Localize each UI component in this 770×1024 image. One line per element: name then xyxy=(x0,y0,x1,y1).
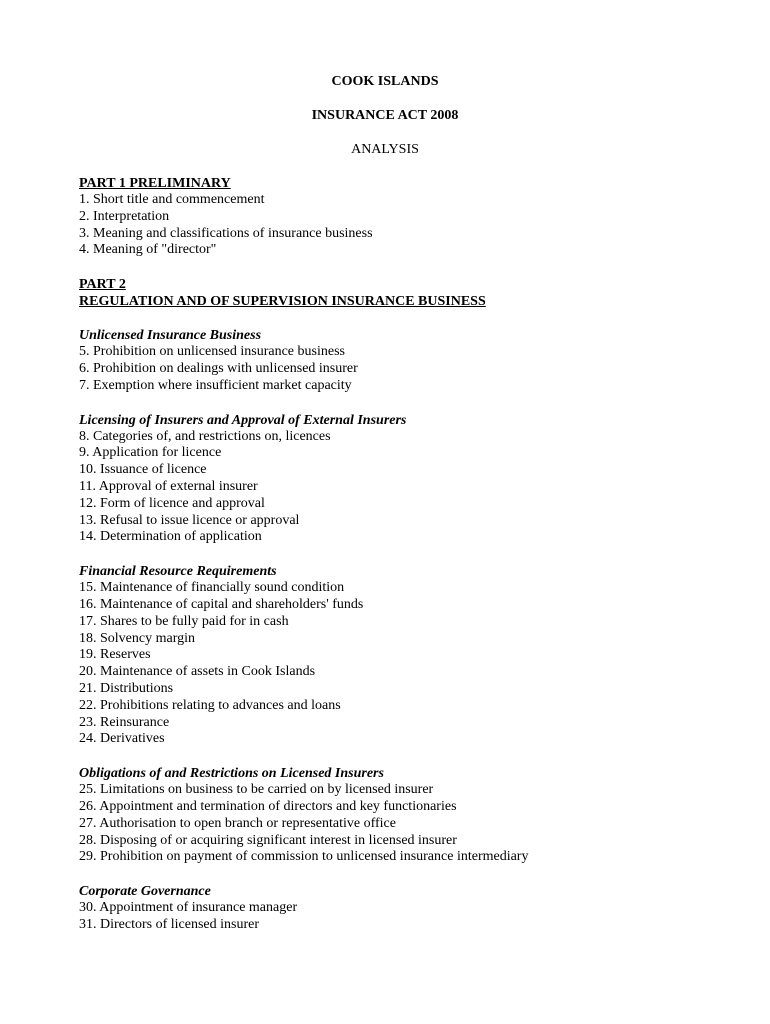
list-item: 1. Short title and commencement xyxy=(79,192,265,207)
section-heading-licensing: Licensing of Insurers and Approval of External Insurers xyxy=(79,412,407,428)
section-list-obligations xyxy=(79,782,770,866)
list-item: 7. Exemption where insufficient market capacity xyxy=(79,377,352,393)
section-list-financial xyxy=(79,580,770,748)
list-item: 10. Issuance of licence xyxy=(79,462,207,478)
part1-list xyxy=(79,192,770,259)
list-item: 8. Categories of, and restrictions on, licences xyxy=(79,428,331,444)
list-item: 13. Refusal to issue licence or approval xyxy=(79,512,300,528)
list-item: 22. Prohibitions relating to advances and loans xyxy=(79,697,341,713)
list-item: 24. Derivatives xyxy=(79,731,165,747)
list-item: 28. Disposing of or acquiring significant interest in licensed insurer xyxy=(79,832,457,848)
list-item: 4. Meaning of "director" xyxy=(79,242,217,258)
list-item: 5. Prohibition on unlicensed insurance business xyxy=(79,344,345,360)
list-item: 29. Prohibition on payment of commission to unlicensed insurance intermediary xyxy=(79,849,529,865)
list-item: 6. Prohibition on dealings with unlicensed insurer xyxy=(79,360,358,376)
list-item: 31. Directors of licensed insurer xyxy=(79,916,259,932)
list-item: 25. Limitations on business to be carried on by licensed insurer xyxy=(79,782,434,798)
part2-heading-title: REGULATION AND OF SUPERVISION INSURANCE BUSINESS xyxy=(79,294,486,310)
analysis-title: ANALYSIS xyxy=(351,142,419,157)
list-item: 11. Approval of external insurer xyxy=(79,478,258,494)
country-title: COOK ISLANDS xyxy=(331,74,439,89)
list-item: 17. Shares to be fully paid for in cash xyxy=(79,613,289,629)
section-list-licensing xyxy=(79,429,770,547)
list-item: 26. Appointment and termination of directors and key functionaries xyxy=(79,798,457,814)
list-item: 27. Authorisation to open branch or representative office xyxy=(79,815,396,831)
section-heading-obligations: Obligations of and Restrictions on Licensed Insurers xyxy=(79,766,384,782)
list-item: 16. Maintenance of capital and shareholders' funds xyxy=(79,596,364,612)
part2-heading-number: PART 2 xyxy=(79,277,126,293)
section-heading-financial: Financial Resource Requirements xyxy=(79,564,277,580)
section-heading-unlicensed: Unlicensed Insurance Business xyxy=(79,328,262,344)
section-heading-governance: Corporate Governance xyxy=(79,884,211,900)
list-item: 3. Meaning and classifications of insurance business xyxy=(79,225,373,241)
section-list-unlicensed xyxy=(79,344,770,394)
list-item: 12. Form of licence and approval xyxy=(79,495,265,511)
part1-heading: PART 1 PRELIMINARY xyxy=(79,176,231,191)
act-title: INSURANCE ACT 2008 xyxy=(311,108,459,123)
section-list-governance xyxy=(79,900,770,934)
list-item: 23. Reinsurance xyxy=(79,714,170,730)
list-item: 21. Distributions xyxy=(79,680,174,696)
list-item: 2. Interpretation xyxy=(79,208,170,224)
list-item: 20. Maintenance of assets in Cook Islands xyxy=(79,664,316,680)
list-item: 18. Solvency margin xyxy=(79,630,196,646)
list-item: 15. Maintenance of financially sound condition xyxy=(79,580,345,596)
list-item: 9. Application for licence xyxy=(79,445,222,461)
list-item: 14. Determination of application xyxy=(79,529,262,545)
list-item: 30. Appointment of insurance manager xyxy=(79,900,298,916)
list-item: 19. Reserves xyxy=(79,647,151,663)
